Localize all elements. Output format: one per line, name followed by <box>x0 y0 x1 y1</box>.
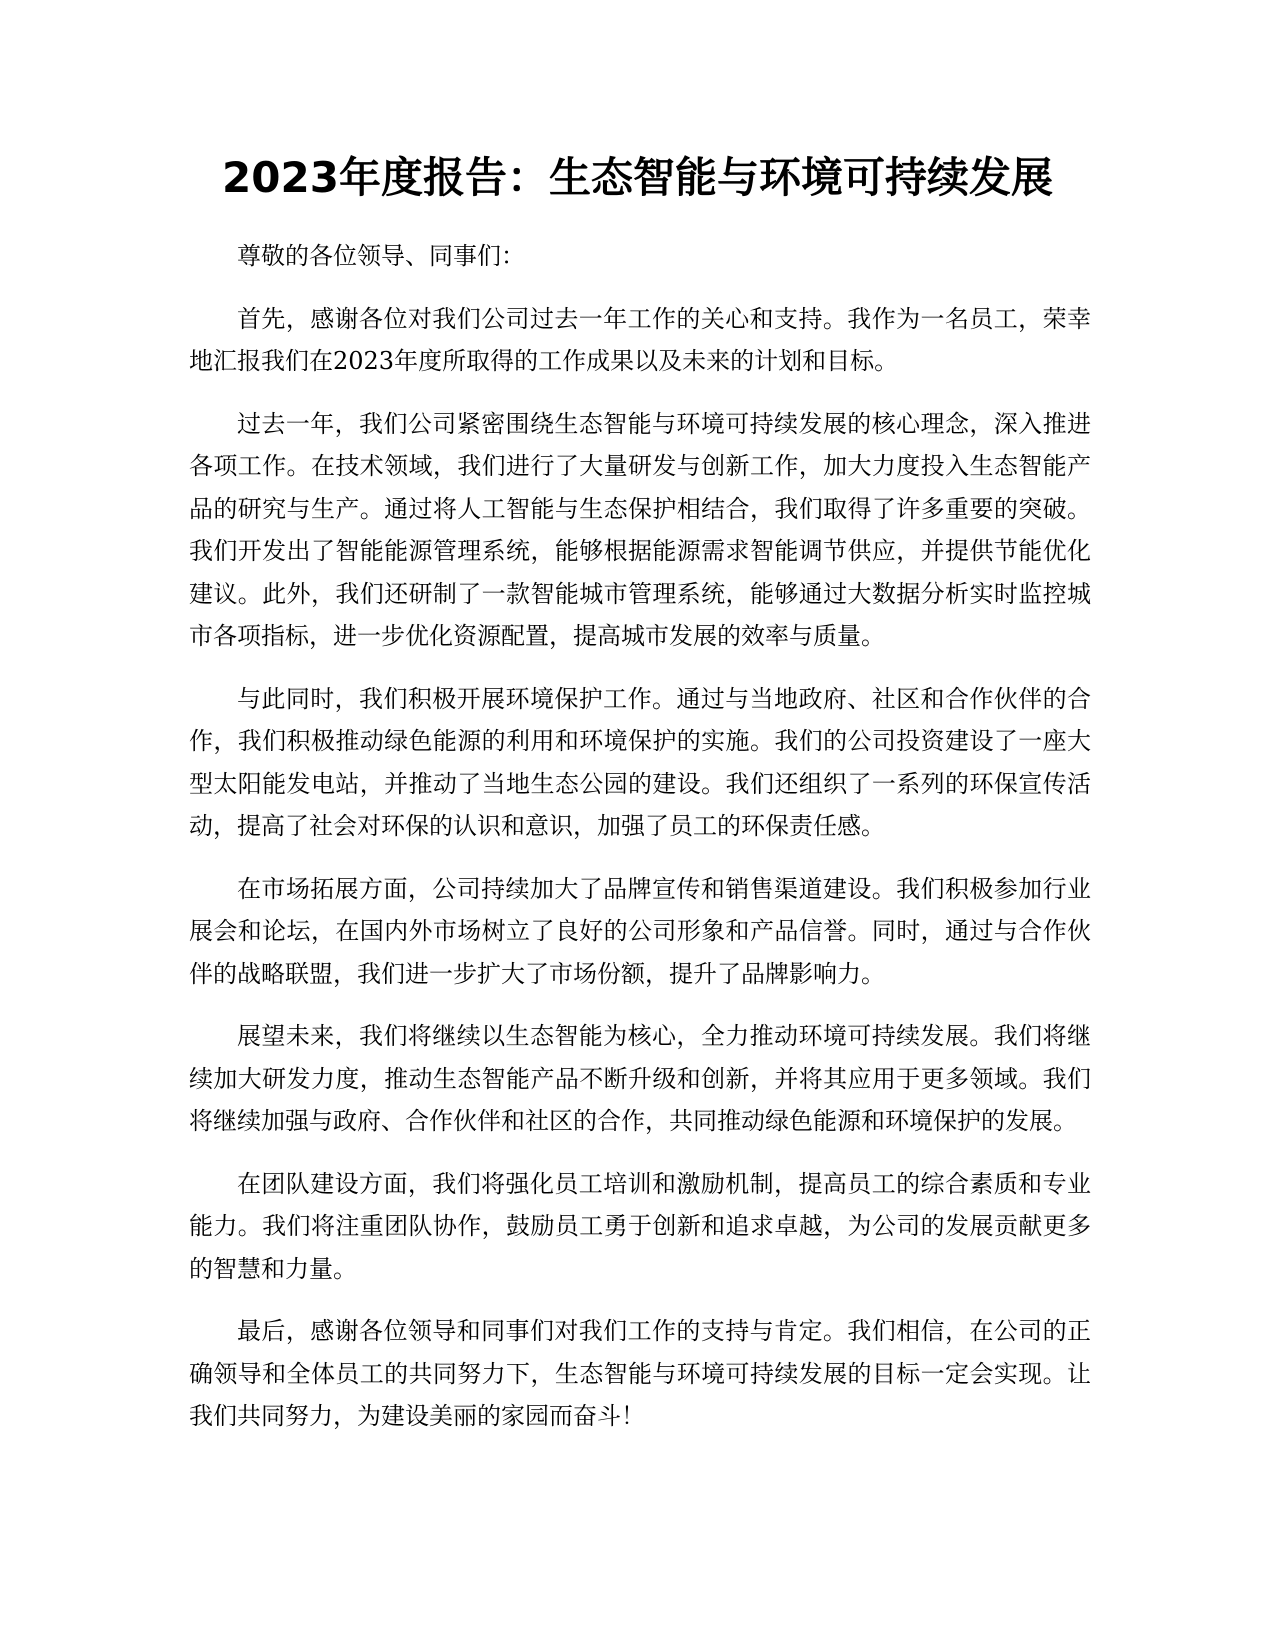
paragraph-team: 在团队建设方面，我们将强化员工培训和激励机制，提高员工的综合素质和专业能力。我们将注重团队协作，鼓励员工勇于创新和追求卓越，为公司的发展贡献更多的智慧和力量。 <box>189 1169 1091 1283</box>
paragraph-outlook: 展望未来，我们将继续以生态智能为核心，全力推动环境可持续发展。我们将继续加大研发力度，推动生态智能产品不断升级和创新，并将其应用于更多领域。我们将继续加强与政府、合作伙伴和社区的合作，共同推动绿色能源和环境保护的发展。 <box>189 1022 1091 1135</box>
paragraph-salutation: 尊敬的各位领导、同事们： <box>237 242 525 270</box>
document-body <box>189 235 1091 1458</box>
paragraph-intro: 首先，感谢各位对我们公司过去一年工作的关心和支持。我作为一名员工，荣幸地汇报我们在2023年度所取得的工作成果以及未来的计划和目标。 <box>189 304 1091 375</box>
paragraph-closing: 最后，感谢各位领导和同事们对我们工作的支持与肯定。我们相信，在公司的正确领导和全体员工的共同努力下，生态智能与环境可持续发展的目标一定会实现。让我们共同努力，为建设美丽的家园而奋斗！ <box>189 1317 1091 1430</box>
document-title: 2023年度报告：生态智能与环境可持续发展 <box>222 153 1053 202</box>
paragraph-past-year: 过去一年，我们公司紧密围绕生态智能与环境可持续发展的核心理念，深入推进各项工作。在技术领域，我们进行了大量研发与创新工作，加大力度投入生态智能产品的研究与生产。通过将人工智能与生态保护相结合，我们取得了许多重要的突破。我们开发出了智能能源管理系统，能够根据能源需求智能调节供应，并提供节能优化建议。此外，我们还研制了一款智能城市管理系统，能够通过大数据分析实时监控城市各项指标，进一步优化资源配置，提高城市发展的效率与质量。 <box>189 409 1091 650</box>
paragraph-environment: 与此同时，我们积极开展环境保护工作。通过与当地政府、社区和合作伙伴的合作，我们积极推动绿色能源的利用和环境保护的实施。我们的公司投资建设了一座大型太阳能发电站，并推动了当地生态公园的建设。我们还组织了一系列的环保宣传活动，提高了社会对环保的认识和意识，加强了员工的环保责任感。 <box>189 684 1091 840</box>
paragraph-market: 在市场拓展方面，公司持续加大了品牌宣传和销售渠道建设。我们积极参加行业展会和论坛，在国内外市场树立了良好的公司形象和产品信誉。同时，通过与合作伙伴的战略联盟，我们进一步扩大了市场份额，提升了品牌影响力。 <box>189 874 1091 988</box>
